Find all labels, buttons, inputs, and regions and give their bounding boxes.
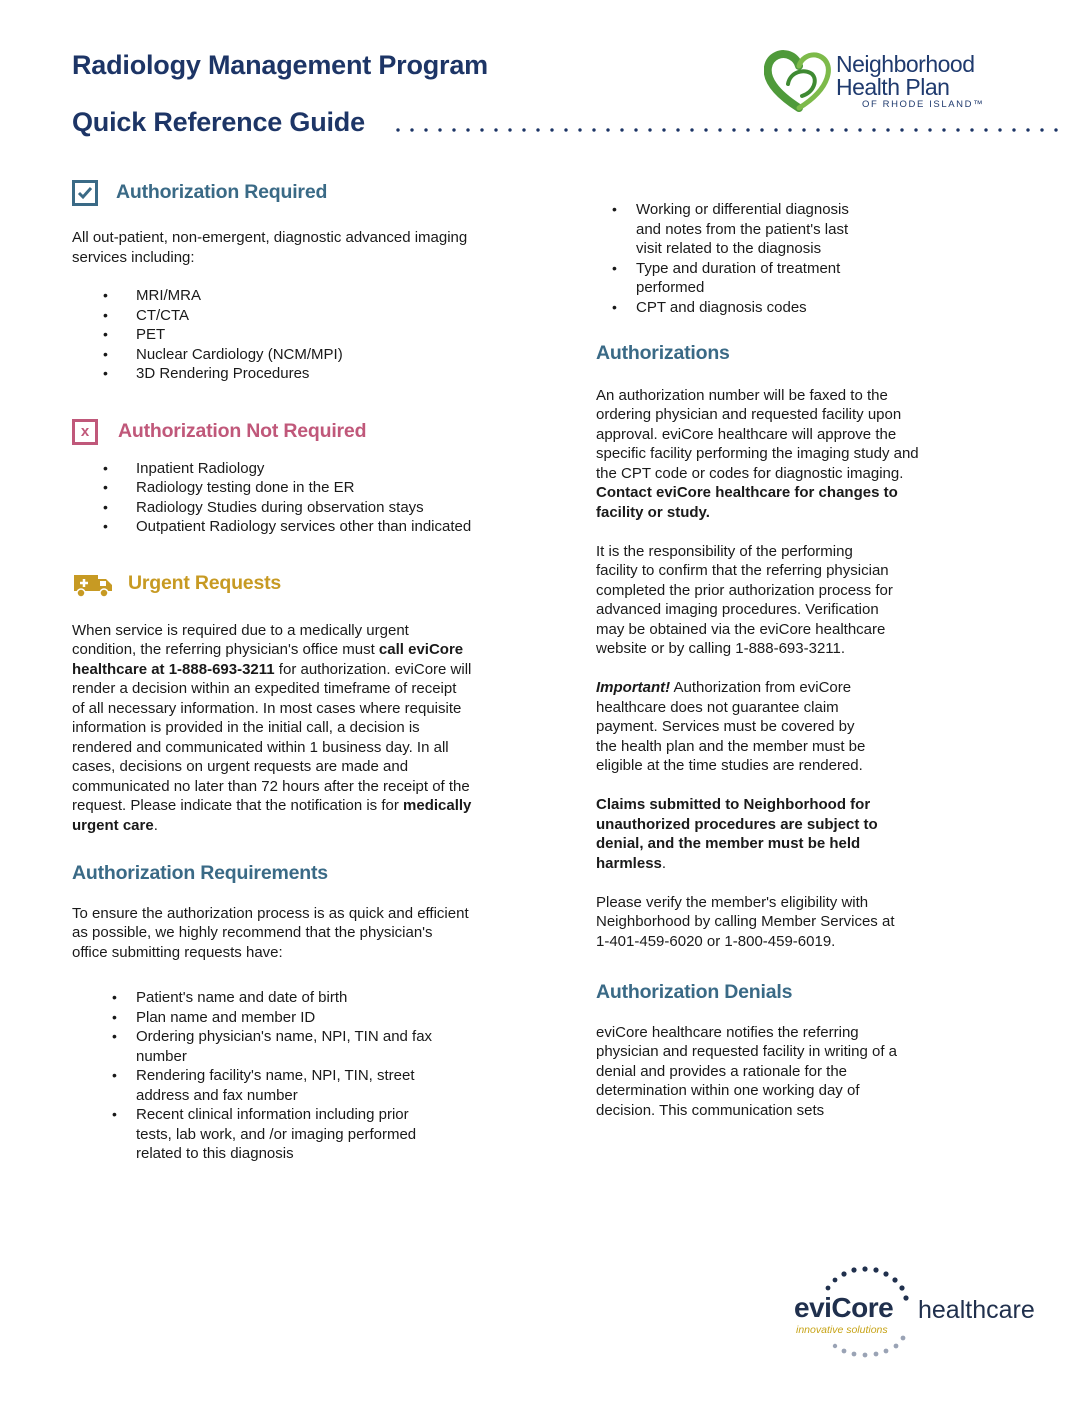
list-item: • 3D Rendering Procedures	[72, 364, 472, 384]
auth-required-heading: Authorization Required	[116, 181, 328, 204]
authorizations-p5: Please verify the member's eligibility with Neighborhood by calling Member Services at 1-401-459-6020 or 1-800-459-6019.	[596, 893, 895, 950]
denials-p1: eviCore healthcare notifies the referring physician and requested facility in writing of a denial and provides a rationale for the determination within one working day of decision. This communication sets	[596, 1023, 897, 1119]
logo-text-line1: Neighborhood	[836, 51, 975, 77]
list-item: • CPT and diagnosis codes	[572, 298, 882, 318]
auth-not-required-header	[72, 419, 472, 445]
evicore-logo-name: eviCore	[794, 1292, 894, 1323]
urgent-heading: Urgent Requests	[128, 571, 282, 594]
evicore-logo-tagline: innovative solutions	[796, 1324, 888, 1336]
list-item: • Rendering facility's name, NPI, TIN, street address and fax number	[72, 1066, 446, 1105]
logo-text-line3: OF RHODE ISLAND™	[862, 99, 985, 110]
requirements-intro: To ensure the authorization process is as quick and efficient as possible, we highly recommend that the physician's office submitting requests have:	[72, 904, 469, 961]
list-item: • Radiology Studies during observation stays	[72, 498, 472, 518]
list-item: • Radiology testing done in the ER	[72, 478, 472, 498]
authorizations-p2: It is the responsibility of the performing facility to confirm that the referring physician completed the prior authorization process for advanced imaging procedures. Verification may be obtained via the eviCore healthcare website or by calling 1-888-693-3211.	[596, 542, 893, 657]
right-column	[596, 200, 936, 1120]
list-item: • Patient's name and date of birth	[72, 988, 472, 1008]
list-item: • CT/CTA	[72, 306, 472, 326]
list-item: • Recent clinical information including prior tests, lab work, and /or imaging performed related to this diagnosis	[72, 1105, 436, 1164]
list-item: • MRI/MRA	[72, 286, 472, 306]
auth-not-required-heading: Authorization Not Required	[118, 419, 367, 442]
urgent-paragraph: When service is required due to a medically urgent condition, the referring physician's office must call eviCore healthcare at 1-888-693-3211 for authorization. eviCore will render a decision within an expedited timeframe of receipt of all necessary information. In most cases where requisite information is provided in the initial call, a decision is rendered and communicated within 1 business day. In all cases, decisions on urgent requests are made and communicated no later than 72 hours after the receipt of the request. Please indicate that the notification is for medically urgent care.	[72, 621, 472, 834]
requirements-heading: Authorization Requirements	[72, 862, 328, 884]
authorizations-heading: Authorizations	[596, 342, 730, 364]
evicore-logo-suffix: healthcare	[918, 1296, 1035, 1324]
denials-heading: Authorization Denials	[596, 981, 793, 1003]
page-subtitle: Quick Reference Guide	[72, 107, 365, 137]
list-item: • Outpatient Radiology services other than indicated	[72, 517, 472, 537]
urgent-header	[72, 569, 472, 599]
auth-not-required-list	[72, 459, 472, 537]
page-title: Radiology Management Program	[72, 50, 488, 80]
heart-logo-icon	[764, 48, 834, 114]
auth-required-intro: All out-patient, non-emergent, diagnostic advanced imaging services including:	[72, 229, 468, 266]
authorizations-p4: Claims submitted to Neighborhood for unauthorized procedures are subject to denial, and the member must be held harmless.	[596, 796, 878, 872]
list-item: • Working or differential diagnosis and notes from the patient's last visit related to the diagnosis	[572, 200, 876, 259]
list-item: • Nuclear Cardiology (NCM/MPI)	[72, 345, 472, 365]
x-box-icon: x	[72, 419, 98, 445]
list-item: • Ordering physician's name, NPI, TIN and fax number	[72, 1027, 436, 1066]
requirements-list	[72, 988, 472, 1164]
left-column	[72, 180, 472, 1164]
neighborhood-health-plan-logo	[764, 46, 1004, 116]
authorizations-p3: Important! Authorization from eviCore healthcare does not guarantee claim payment. Services must be covered by the health plan and the member must be eligible at the time studies are rendered.	[596, 679, 866, 774]
list-item: • Type and duration of treatment performed	[572, 259, 876, 298]
auth-required-header	[72, 180, 472, 206]
logo-text-line2: Health Plan	[836, 74, 950, 100]
ambulance-icon	[72, 569, 114, 599]
evicore-logo	[790, 1266, 1050, 1358]
authorizations-p1: An authorization number will be faxed to the ordering physician and requested facility upon approval. eviCore healthcare will approve the specific facility performing the imaging study and the CPT code or codes for diagnostic imaging. Contact eviCore healthcare for changes to facility or study.	[596, 386, 919, 521]
list-item: • Inpatient Radiology	[72, 459, 472, 479]
list-item: • Plan name and member ID	[72, 1008, 472, 1028]
list-item: • PET	[72, 325, 472, 345]
auth-required-list	[72, 286, 472, 384]
requirements-list-cont	[572, 200, 882, 317]
checkbox-icon	[72, 180, 98, 206]
dotted-rule	[391, 126, 1058, 134]
